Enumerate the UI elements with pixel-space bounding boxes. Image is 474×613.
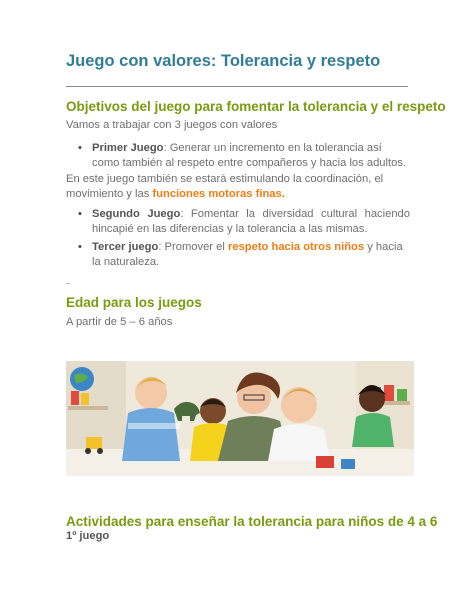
highlight-text: respeto hacia otros niños <box>227 241 365 253</box>
bullet-text: : Promover el <box>158 241 228 253</box>
bullet-tercer-juego <box>78 240 410 270</box>
bullet-label: Primer Juego <box>92 142 164 154</box>
bullet-primer-juego <box>78 141 410 171</box>
page-title: Juego con valores: Tolerancia y respeto <box>66 52 381 70</box>
objectives-intro: Vamos a trabajar con 3 juegos con valores <box>66 119 278 131</box>
coordination-paragraph <box>66 172 410 202</box>
bullet-label: Segundo Juego <box>92 208 181 220</box>
paragraph-text: En este juego también se estará estimulando la coordinación, el movimiento y las <box>66 173 384 200</box>
activities-heading: Actividades para enseñar la tolerancia para niños de 4 a 6 <box>66 514 438 529</box>
classroom-children-photo <box>66 361 414 476</box>
game-one-subheading: 1º juego <box>66 530 110 542</box>
objectives-heading: Objetivos del juego para fomentar la tolerancia y el respeto <box>66 99 446 114</box>
highlight-text: funciones motoras finas. <box>152 188 285 200</box>
title-divider <box>66 86 408 87</box>
bullet-text: : Generar un incremento en la tolerancia así como también al respeto entre compañeros y hacia los adultos. <box>92 142 407 169</box>
stray-mark: – <box>66 279 71 288</box>
bullet-segundo-juego <box>78 207 411 237</box>
bullet-text-end: y hacia la naturaleza. <box>92 241 403 268</box>
bullet-dot-icon: • <box>78 241 82 253</box>
bullet-label: Tercer juego <box>92 241 159 253</box>
age-heading: Edad para los juegos <box>66 295 202 310</box>
bullet-dot-icon: • <box>78 142 82 154</box>
age-text: A partir de 5 – 6 años <box>66 316 173 328</box>
bullet-dot-icon: • <box>78 208 82 220</box>
bullet-text: : Fomentar la diversidad cultural haciendo hincapié en las diferencias y la tolerancia a las mismas. <box>92 208 411 235</box>
